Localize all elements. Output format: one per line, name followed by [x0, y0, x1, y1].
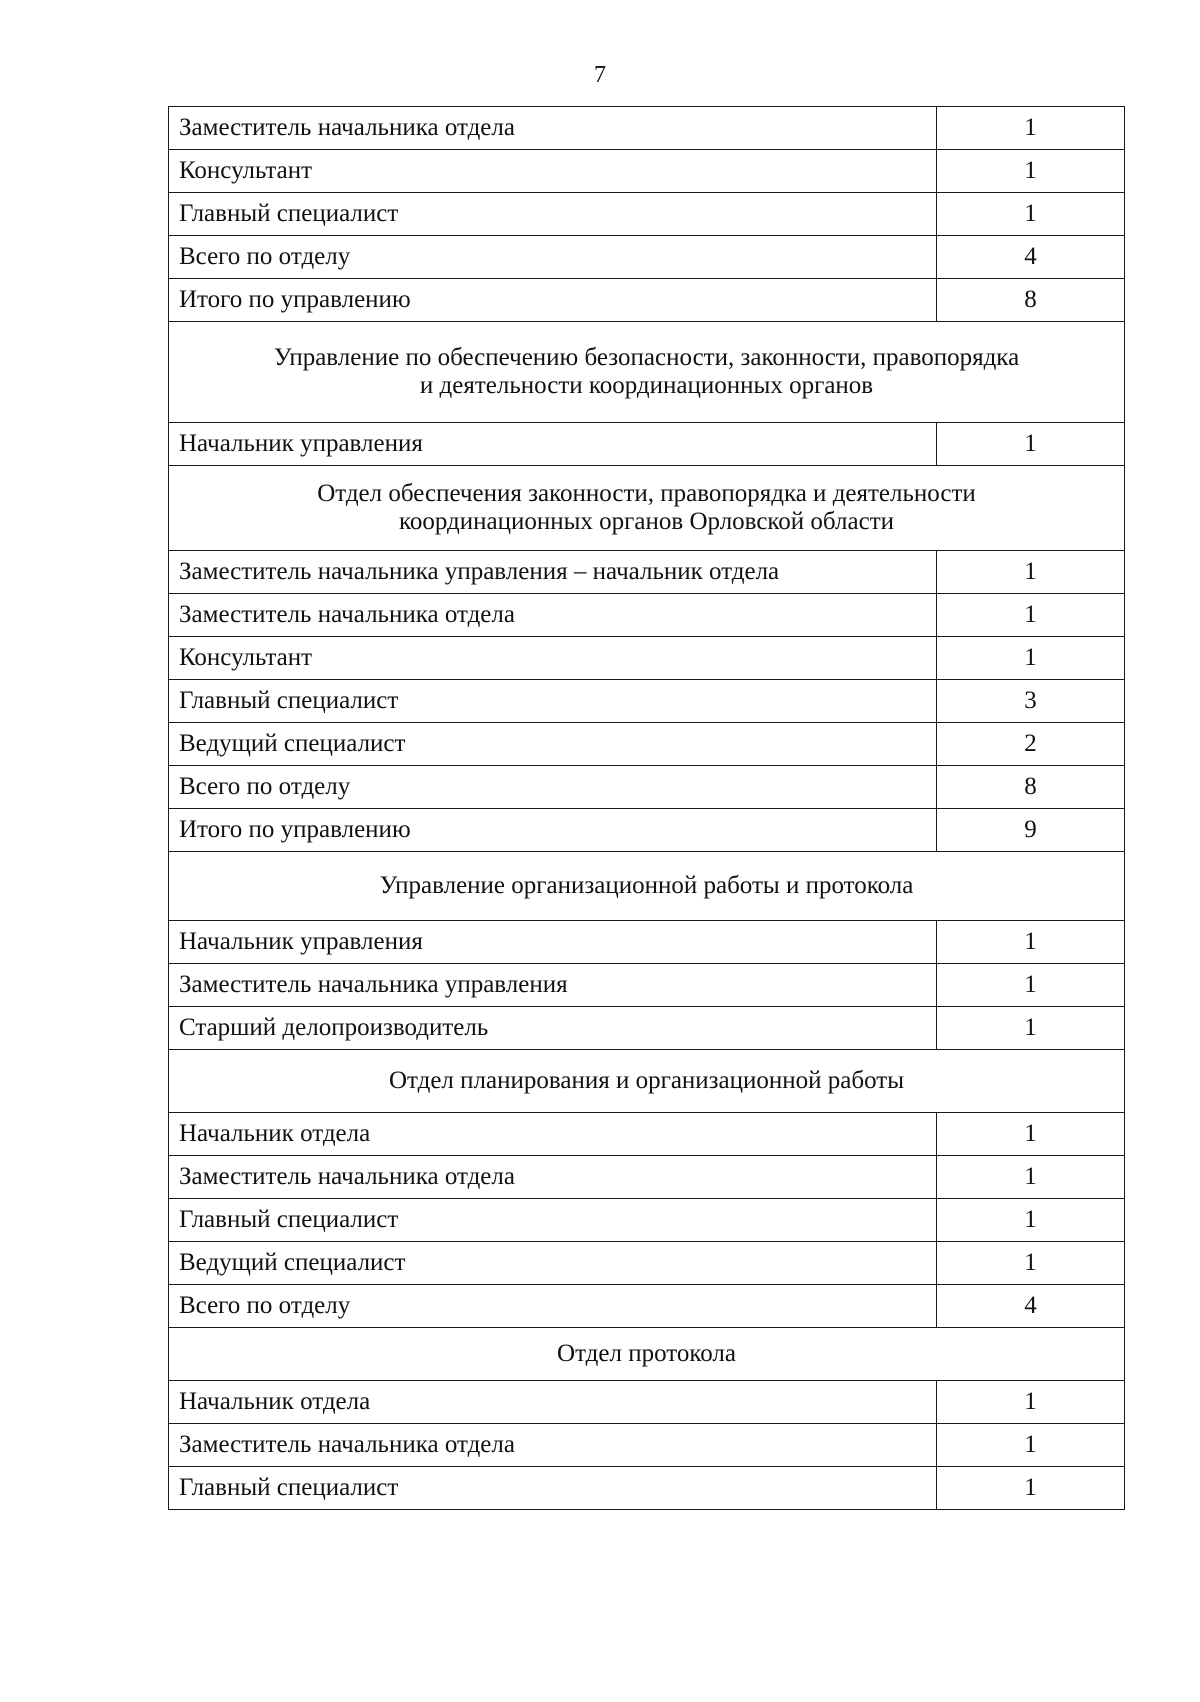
section-title-line: Управление организационной работы и протокола [379, 872, 914, 899]
position-name: Главный специалист [169, 1199, 937, 1242]
table-row [169, 551, 1125, 594]
table-row [169, 1199, 1125, 1242]
position-count: 2 [937, 723, 1125, 766]
position-name: Итого по управлению [169, 809, 937, 852]
table-row [169, 1007, 1125, 1050]
staff-table [168, 106, 1125, 1510]
position-count: 1 [937, 1007, 1125, 1050]
position-count: 8 [937, 766, 1125, 809]
position-name: Начальник отдела [169, 1113, 937, 1156]
position-count: 1 [937, 193, 1125, 236]
position-name: Ведущий специалист [169, 723, 937, 766]
position-name: Заместитель начальника управления [169, 964, 937, 1007]
position-count: 1 [937, 1199, 1125, 1242]
position-name: Всего по отделу [169, 1285, 937, 1328]
position-name: Консультант [169, 150, 937, 193]
table-row [169, 1156, 1125, 1199]
position-count: 1 [937, 1381, 1125, 1424]
table-row [169, 921, 1125, 964]
section-title-line: Отдел протокола [557, 1340, 736, 1367]
section-header-row [169, 1328, 1125, 1381]
position-count: 4 [937, 236, 1125, 279]
section-header-row [169, 322, 1125, 423]
section-title [169, 466, 1125, 551]
table-row [169, 964, 1125, 1007]
position-count: 1 [937, 551, 1125, 594]
table-row [169, 723, 1125, 766]
table-row [169, 150, 1125, 193]
table-row [169, 594, 1125, 637]
section-header-row [169, 1050, 1125, 1113]
section-title [169, 322, 1125, 423]
position-name: Главный специалист [169, 680, 937, 723]
table-row [169, 1467, 1125, 1510]
table-row [169, 1242, 1125, 1285]
position-count: 1 [937, 1424, 1125, 1467]
table-row [169, 809, 1125, 852]
position-count: 1 [937, 637, 1125, 680]
position-count: 4 [937, 1285, 1125, 1328]
position-count: 1 [937, 423, 1125, 466]
section-header-row [169, 466, 1125, 551]
position-name: Заместитель начальника отдела [169, 1424, 937, 1467]
position-count: 1 [937, 107, 1125, 150]
table-row [169, 1285, 1125, 1328]
position-count: 1 [937, 1113, 1125, 1156]
position-name: Начальник управления [169, 921, 937, 964]
position-count: 3 [937, 680, 1125, 723]
position-name: Начальник отдела [169, 1381, 937, 1424]
table-row [169, 1424, 1125, 1467]
position-name: Всего по отделу [169, 766, 937, 809]
table-row [169, 236, 1125, 279]
table-row [169, 1381, 1125, 1424]
position-count: 8 [937, 279, 1125, 322]
position-name: Всего по отделу [169, 236, 937, 279]
position-name: Заместитель начальника отдела [169, 594, 937, 637]
section-title-line: координационных органов Орловской области [399, 508, 894, 535]
table-row [169, 766, 1125, 809]
position-count: 1 [937, 1467, 1125, 1510]
position-name: Консультант [169, 637, 937, 680]
section-title-line: Отдел обеспечения законности, правопорядка и деятельности [317, 480, 976, 507]
section-title-line: и деятельности координационных органов [419, 372, 874, 399]
table-row [169, 423, 1125, 466]
staff-table-body [169, 107, 1125, 1510]
position-name: Главный специалист [169, 193, 937, 236]
section-title [169, 1328, 1125, 1381]
position-count: 1 [937, 1242, 1125, 1285]
position-name: Начальник управления [169, 423, 937, 466]
section-title [169, 852, 1125, 921]
position-name: Заместитель начальника отдела [169, 107, 937, 150]
position-name: Заместитель начальника управления – начальник отдела [169, 551, 937, 594]
position-name: Заместитель начальника отдела [169, 1156, 937, 1199]
position-count: 1 [937, 964, 1125, 1007]
position-name: Главный специалист [169, 1467, 937, 1510]
table-row [169, 279, 1125, 322]
table-row [169, 1113, 1125, 1156]
table-row [169, 637, 1125, 680]
table-row [169, 680, 1125, 723]
position-count: 1 [937, 594, 1125, 637]
section-title [169, 1050, 1125, 1113]
position-count: 1 [937, 150, 1125, 193]
page-number: 7 [594, 62, 606, 88]
position-name: Старший делопроизводитель [169, 1007, 937, 1050]
position-count: 1 [937, 921, 1125, 964]
table-row [169, 107, 1125, 150]
section-title-line: Отдел планирования и организационной работы [388, 1067, 905, 1094]
position-count: 1 [937, 1156, 1125, 1199]
position-name: Итого по управлению [169, 279, 937, 322]
position-name: Ведущий специалист [169, 1242, 937, 1285]
section-header-row [169, 852, 1125, 921]
section-title-line: Управление по обеспечению безопасности, законности, правопорядка [273, 344, 1020, 371]
table-row [169, 193, 1125, 236]
position-count: 9 [937, 809, 1125, 852]
